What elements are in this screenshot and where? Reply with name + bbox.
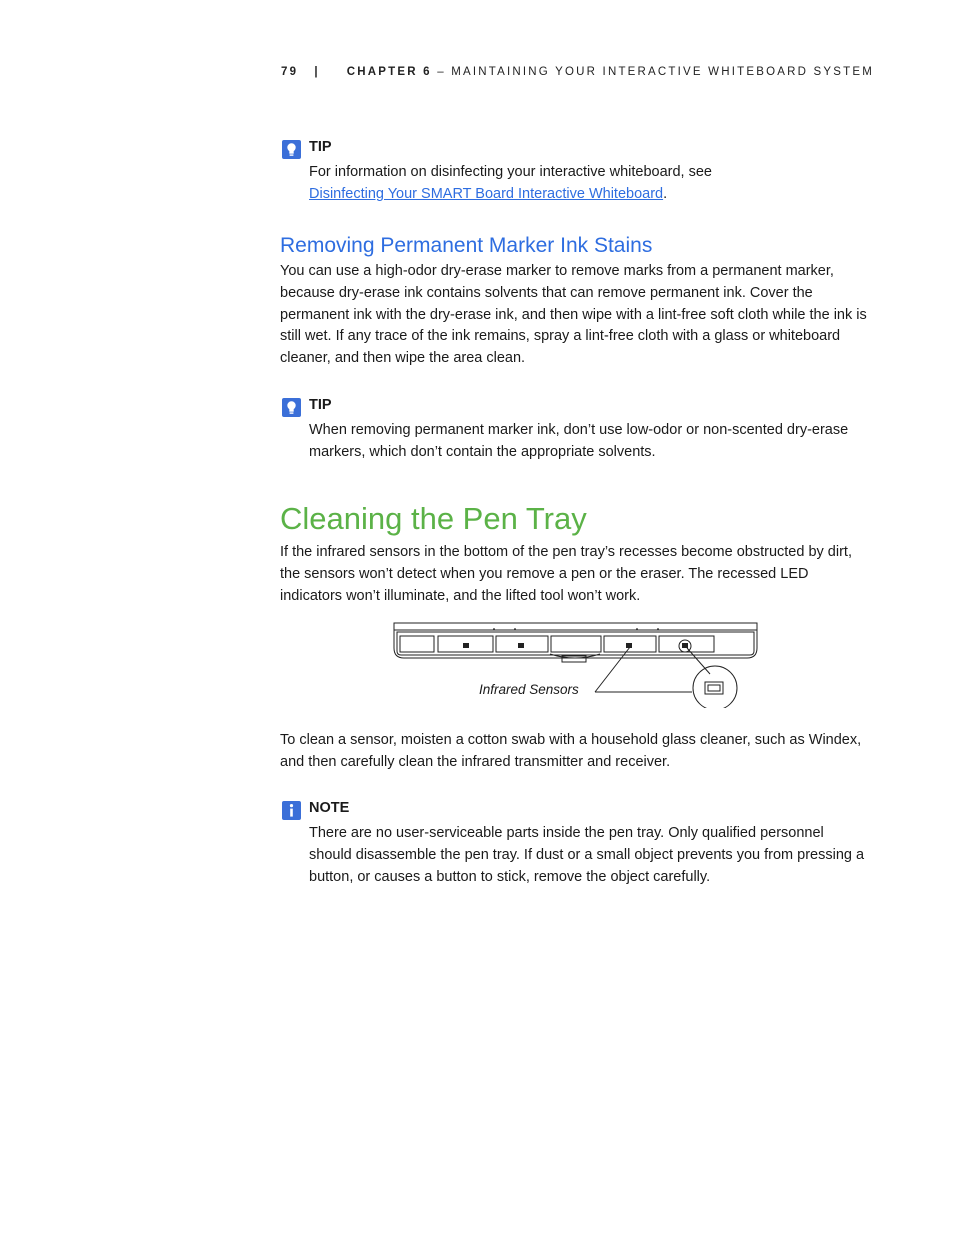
paragraph-pen-tray-intro: If the infrared sensors in the bottom of the pen tray’s recesses become obstructed by dirt, the sensors won’t detect when you remove a pen or the eraser. The recessed LED indicators won’t illuminate, and the lifted tool won’t work. (280, 544, 852, 604)
section-heading-pen-tray: Cleaning the Pen Tray (280, 501, 587, 536)
header-dash: – (437, 66, 446, 78)
paragraph-clean-sensor: To clean a sensor, moisten a cotton swab with a household glass cleaner, such as Windex, and then carefully clean the infrared transmitter and receiver. (280, 732, 862, 770)
info-icon (282, 801, 301, 820)
tip-callout-markers (281, 397, 871, 467)
chapter-label: CHAPTER 6 (346, 66, 432, 78)
tip-text (309, 161, 869, 205)
paragraph-permanent-marker: You can use a high-odor dry-erase marker to remove marks from a permanent marker, because dry-erase ink contains solvents that can remove permanent ink. Cover the permanent ink with the dry-erase ink, and then wipe with a lint-free soft cloth while the ink is still wet. If any trace of the ink remains, spray a lint-free cloth with a glass or whiteboard cleaner, and then wipe the area clean. (280, 263, 867, 367)
running-header (281, 66, 874, 78)
disinfecting-link[interactable]: Disinfecting Your SMART Board Interactive Whiteboard (309, 186, 664, 202)
tip-callout-disinfecting (281, 139, 871, 209)
note-callout (281, 800, 871, 892)
tip-text-period: . (663, 186, 668, 202)
tip-label: TIP (309, 397, 332, 413)
tip-text: When removing permanent marker ink, don’t use low-odor or non-scented dry-erase markers, which don’t contain the appropriate solvents. (309, 422, 849, 460)
tip-label: TIP (309, 139, 332, 155)
lightbulb-icon (282, 140, 301, 159)
note-text: There are no user-serviceable parts inside the pen tray. Only qualified personnel should disassemble the pen tray. If dust or a small object prevents you from pressing a button, or causes a button to stick, remove the object carefully. (309, 825, 865, 885)
lightbulb-icon (282, 398, 301, 417)
note-label: NOTE (309, 800, 350, 816)
header-separator: | (314, 66, 320, 78)
figure-caption: Infrared Sensors (479, 682, 579, 697)
page-number: 79 (281, 66, 299, 78)
chapter-title: MAINTAINING YOUR INTERACTIVE WHITEBOARD SYSTEM (451, 66, 875, 78)
tip-text-lead: For information on disinfecting your interactive whiteboard, see (309, 164, 712, 180)
section-heading-permanent-marker: Removing Permanent Marker Ink Stains (280, 234, 653, 257)
